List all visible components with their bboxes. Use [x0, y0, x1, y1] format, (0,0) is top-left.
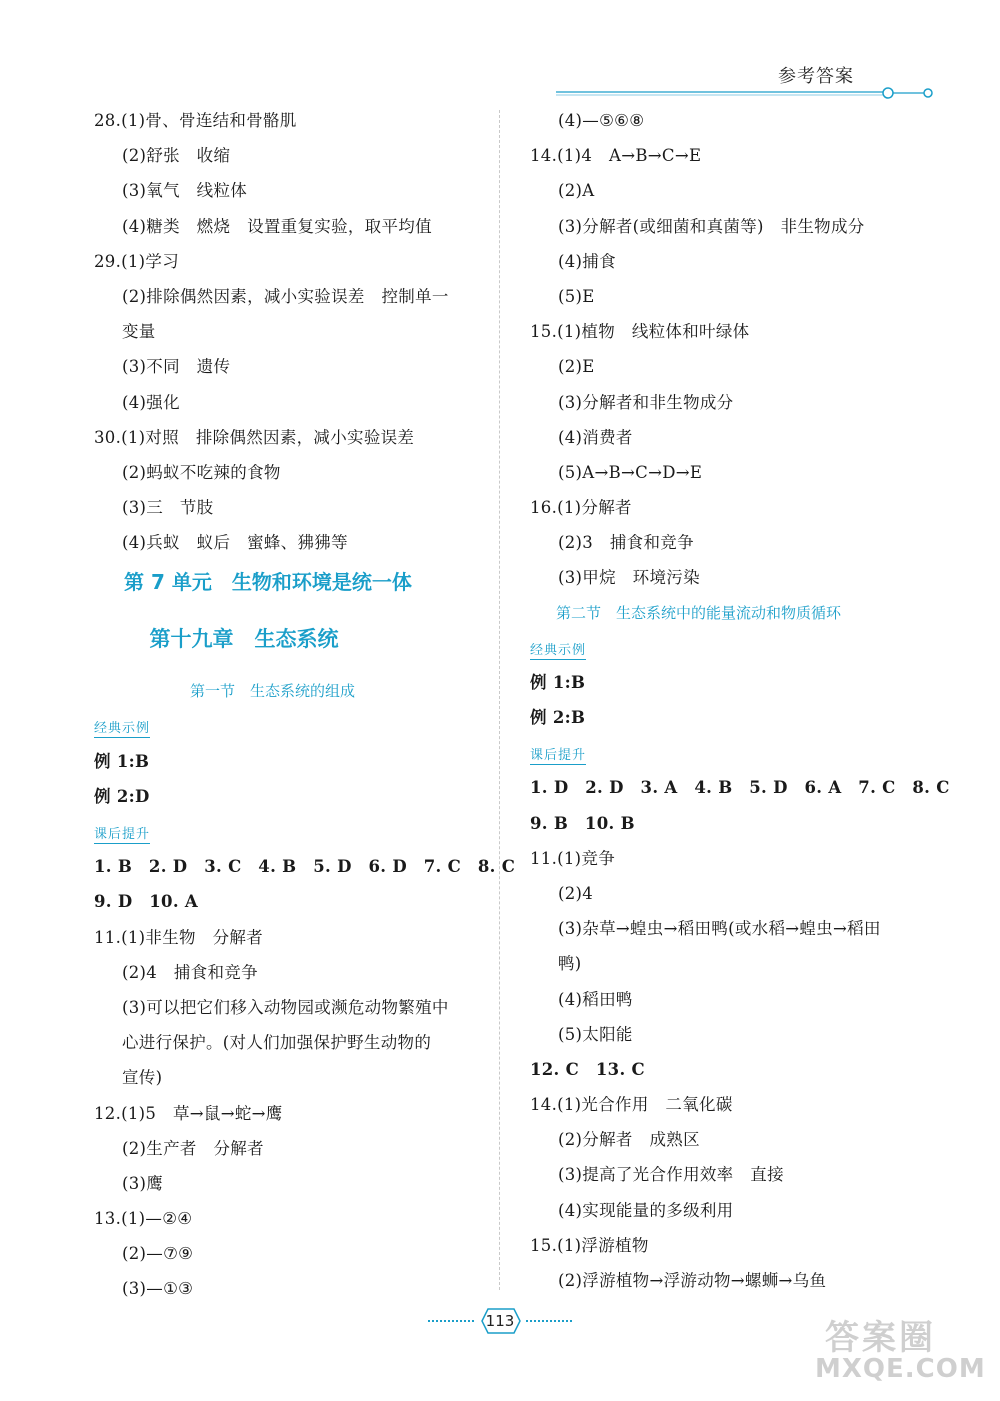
answer-line: 15.(1)植物 线粒体和叶绿体 — [530, 322, 750, 342]
answer-line: (5)A→B→C→D→E — [558, 462, 703, 482]
answer-line: 15.(1)浮游植物 — [530, 1235, 649, 1255]
answer-line: 30.(1)对照 排除偶然因素，减小实验误差 — [94, 427, 415, 447]
answer-line: 1. D 2. D 3. A 4. B 5. D 6. A 7. C 8. C — [530, 778, 950, 798]
header-decorative-rule — [556, 82, 936, 102]
answer-line: 12.(1)5 草→鼠→蛇→鹰 — [94, 1103, 283, 1123]
answer-line: (2)排除偶然因素，减小实验误差 控制单一 — [122, 286, 449, 306]
answer-line: 16.(1)分解者 — [530, 498, 632, 518]
answer-line: (2)4 — [558, 883, 594, 903]
answer-line: 9. B 10. B — [530, 813, 635, 833]
answer-line: (3)鹰 — [122, 1173, 164, 1193]
answer-line: 例 2:B — [530, 708, 586, 727]
chapter-heading: 第十九章 生态系统 — [149, 626, 339, 652]
section-heading: 第二节 生态系统中的能量流动和物质循环 — [556, 603, 842, 622]
answer-line: (3)提高了光合作用效率 直接 — [558, 1165, 784, 1185]
answer-line: (2)舒张 收缩 — [122, 146, 231, 166]
answer-line: 1. B 2. D 3. C 4. B 5. D 6. D 7. C 8. C — [94, 857, 516, 877]
answer-line: 13.(1)—②④ — [94, 1209, 193, 1229]
answer-line: (3)氧气 线粒体 — [122, 181, 248, 201]
page-number: 113 — [485, 1312, 515, 1330]
answer-line: (5)太阳能 — [558, 1024, 633, 1044]
subsection-label: 经典示例 — [530, 639, 586, 660]
answer-line: 变量 — [122, 322, 156, 342]
answer-line: (2)—⑦⑨ — [122, 1244, 194, 1264]
subsection-label-row — [94, 814, 484, 849]
answer-line: (3)不同 遗传 — [122, 357, 231, 377]
answer-column-right — [530, 103, 950, 1298]
answer-line: 12. C 13. C — [530, 1059, 645, 1079]
answer-line: (2)3 捕食和竞争 — [558, 533, 694, 553]
answer-line: (4)糖类 燃烧 设置重复实验，取平均值 — [122, 216, 432, 236]
watermark-top-text: 答案圈 — [825, 1318, 936, 1358]
watermark-bottom-text: MXQE.COM — [815, 1354, 986, 1384]
answer-line: 鸭) — [558, 954, 582, 974]
answer-line: (4)强化 — [122, 392, 180, 412]
watermark-logo — [815, 1310, 995, 1390]
answer-line: 例 1:B — [530, 672, 586, 692]
answer-line: (4)实现能量的多级利用 — [558, 1200, 734, 1220]
answer-line: (3)—①③ — [122, 1279, 194, 1299]
subsection-label: 课后提升 — [94, 823, 150, 844]
answer-line: (2)A — [558, 181, 595, 201]
answer-line: (3)三 节肢 — [122, 498, 214, 518]
answer-line: 11.(1)竞争 — [530, 848, 616, 868]
answer-line: (2)浮游植物→浮游动物→螺蛳→乌鱼 — [558, 1271, 827, 1290]
answer-line: (2)E — [558, 357, 595, 377]
subsection-label-row — [530, 630, 910, 665]
answer-line: 14.(1)光合作用 二氧化碳 — [530, 1095, 733, 1115]
answer-line: (4)稻田鸭 — [558, 989, 633, 1009]
answer-line: (2)4 捕食和竞争 — [122, 962, 258, 982]
answer-line: 9. D 10. A — [94, 892, 199, 912]
unit-heading: 第 7 单元 生物和环境是统一体 — [124, 570, 412, 595]
answer-line: 宣传) — [122, 1068, 163, 1088]
subsection-label-row — [530, 735, 910, 770]
answer-line: (4)兵蚁 蚁后 蜜蜂、狒狒等 — [122, 533, 348, 553]
answer-line: 28.(1)骨、骨连结和骨骼肌 — [94, 111, 297, 130]
answer-line: 例 1:B — [94, 751, 150, 771]
answer-line: (4)捕食 — [558, 251, 616, 271]
answer-line: (3)分解者和非生物成分 — [558, 392, 734, 412]
answer-line: (3)分解者(或细菌和真菌等) 非生物成分 — [558, 216, 865, 236]
answer-line: (3)甲烷 环境污染 — [558, 568, 700, 588]
answer-line: (2)生产者 分解者 — [122, 1138, 264, 1158]
answer-line: (5)E — [558, 286, 595, 306]
column-divider — [499, 110, 500, 1290]
answer-line: (2)蚂蚁不吃辣的食物 — [122, 462, 281, 482]
section-heading: 第一节 生态系统的组成 — [190, 682, 356, 701]
answer-line: (2)分解者 成熟区 — [558, 1130, 700, 1150]
answer-line: 29.(1)学习 — [94, 251, 180, 271]
subsection-label: 课后提升 — [530, 744, 586, 765]
answer-line: (4)—⑤⑥⑧ — [558, 111, 645, 130]
answer-line: 11.(1)非生物 分解者 — [94, 927, 264, 947]
answer-line: 例 2:D — [94, 786, 150, 806]
page-number-badge — [426, 1304, 576, 1338]
subsection-label: 经典示例 — [94, 717, 150, 738]
answer-column-left — [94, 103, 516, 1307]
answer-line: (4)消费者 — [558, 427, 633, 447]
page-header-title: 参考答案 — [778, 66, 854, 87]
subsection-label-row — [94, 708, 484, 743]
answer-line: 14.(1)4 A→B→C→E — [530, 146, 702, 166]
answer-line: (3)可以把它们移入动物园或濒危动物繁殖中 — [122, 997, 449, 1017]
answer-line: (3)杂草→蝗虫→稻田鸭(或水稻→蝗虫→稻田 — [558, 919, 881, 939]
answer-line: 心进行保护。(对人们加强保护野生动物的 — [122, 1033, 432, 1053]
